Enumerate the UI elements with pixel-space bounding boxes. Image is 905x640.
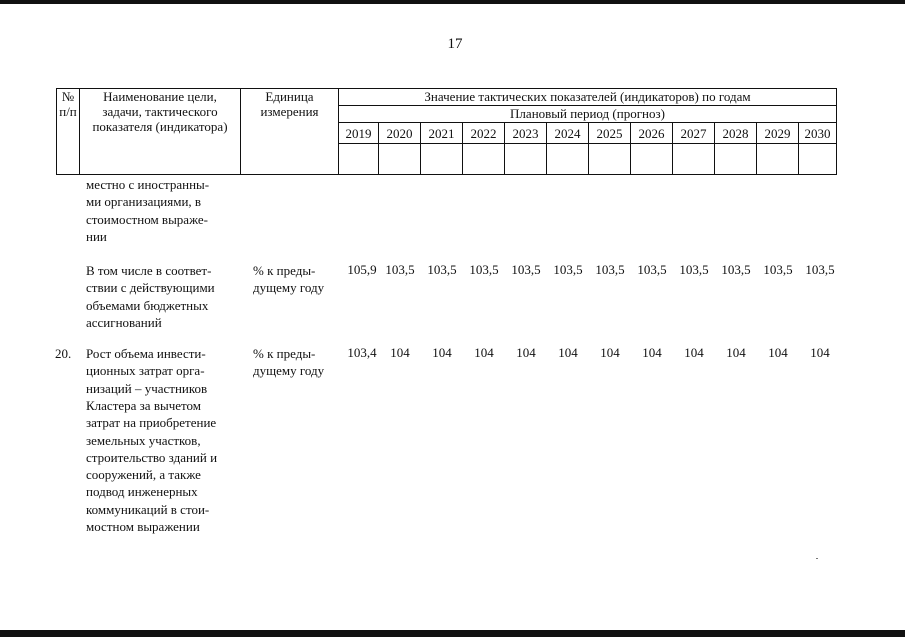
header-values-cell xyxy=(339,89,837,106)
year-cell: 2025 xyxy=(589,123,631,144)
header-name-label: Наименование цели, задачи, тактического показателя (индикатора) xyxy=(92,89,228,134)
year-pad-cell xyxy=(631,144,673,175)
year-cell: 2020 xyxy=(379,123,421,144)
year-cell: 2021 xyxy=(421,123,463,144)
year-pad-cell xyxy=(379,144,421,175)
indicator-name-line: подвод инженерных xyxy=(86,484,198,500)
indicator-name-line: низаций – участников xyxy=(86,380,208,396)
header-period-label: Плановый период (прогноз) xyxy=(510,106,665,121)
header-period-cell xyxy=(339,106,837,123)
year-pad-cell xyxy=(757,144,799,175)
year-pad-cell xyxy=(799,144,837,175)
indicator-value: 103,5 xyxy=(385,262,415,277)
indicator-value: 104 xyxy=(768,345,788,360)
year-cell: 2029 xyxy=(757,123,799,144)
year-pad-cell xyxy=(505,144,547,175)
indicator-value: 104 xyxy=(432,345,452,360)
header-num-cell xyxy=(57,89,80,175)
year-cell: 2026 xyxy=(631,123,673,144)
year-cell: 2023 xyxy=(505,123,547,144)
indicator-value: 103,5 xyxy=(469,262,499,277)
indicator-value: 104 xyxy=(810,345,830,360)
year-pad-cell xyxy=(673,144,715,175)
indicator-value: 103,5 xyxy=(637,262,667,277)
indicator-value: 104 xyxy=(642,345,662,360)
indicator-value: 104 xyxy=(600,345,620,360)
indicator-name-line: ми организациями, в xyxy=(86,194,202,210)
indicator-value: 103,4 xyxy=(347,345,377,360)
indicator-name-line: объемами бюджетных xyxy=(86,297,209,313)
header-name-cell xyxy=(80,89,241,175)
header-unit-label: Единица измерения xyxy=(260,89,319,119)
indicator-value: 104 xyxy=(558,345,578,360)
indicator-value: 104 xyxy=(684,345,704,360)
header-unit-cell xyxy=(241,89,339,175)
indicator-value: 103,5 xyxy=(553,262,583,277)
row-number: 20. xyxy=(55,346,72,361)
year-pad-cell xyxy=(339,144,379,175)
year-cell: 2027 xyxy=(673,123,715,144)
unit-line: % к преды- xyxy=(253,263,316,278)
year-cell: 2019 xyxy=(339,123,379,144)
indicator-value: 105,9 xyxy=(347,262,377,277)
indicator-value: 104 xyxy=(726,345,746,360)
indicator-value: 103,5 xyxy=(679,262,709,277)
indicator-name-line: ствии с действующими xyxy=(86,280,215,296)
indicator-value: 103,5 xyxy=(511,262,541,277)
year-pad-cell xyxy=(589,144,631,175)
indicator-value: 104 xyxy=(474,345,494,360)
indicator-name-line: сооружений, а также xyxy=(86,467,201,483)
indicator-name-line: нии xyxy=(86,228,107,244)
year-pad-cell xyxy=(463,144,505,175)
indicator-value: 103,5 xyxy=(721,262,751,277)
year-cell: 2030 xyxy=(799,123,837,144)
year-cell: 2024 xyxy=(547,123,589,144)
indicator-value: 103,5 xyxy=(595,262,625,277)
indicator-name-line: мостном выражении xyxy=(86,519,200,534)
header-values-label: Значение тактических показателей (индикаторов) по годам xyxy=(424,89,751,104)
year-pad-cell xyxy=(421,144,463,175)
indicator-value: 104 xyxy=(390,345,410,360)
indicator-name-line: ционных затрат орга- xyxy=(86,363,205,379)
indicator-name-line: Кластера за вычетом xyxy=(86,397,201,413)
indicator-name-line: земельных участков, xyxy=(86,432,201,448)
unit-line: дущему году xyxy=(253,280,325,296)
year-cell: 2028 xyxy=(715,123,757,144)
top-rule xyxy=(0,0,905,4)
year-pad-cell xyxy=(715,144,757,175)
table-header xyxy=(56,88,837,175)
year-cell: 2022 xyxy=(463,123,505,144)
indicator-name-line: коммуникаций в стои- xyxy=(86,501,210,517)
indicator-name-line: затрат на приобретение xyxy=(86,415,217,431)
bottom-rule xyxy=(0,630,905,637)
indicator-value: 104 xyxy=(516,345,536,360)
scan-speck xyxy=(816,558,818,559)
indicator-name-line: стоимостном выраже- xyxy=(86,211,208,227)
indicator-name-line: В том числе в соответ- xyxy=(86,263,212,278)
indicator-value: 103,5 xyxy=(805,262,835,277)
indicator-value: 103,5 xyxy=(427,262,457,277)
indicator-name-line: строительство зданий и xyxy=(86,449,218,465)
indicator-name-line: ассигнований xyxy=(86,314,162,330)
indicator-value: 103,5 xyxy=(763,262,793,277)
unit-line: % к преды- xyxy=(253,346,316,361)
year-pad-cell xyxy=(547,144,589,175)
header-num-label: № п/п xyxy=(59,89,77,119)
unit-line: дущему году xyxy=(253,363,325,379)
indicator-name-line: местно с иностранны- xyxy=(86,177,210,192)
indicator-name-line: Рост объема инвести- xyxy=(86,346,206,361)
page-number: 17 xyxy=(447,36,463,52)
